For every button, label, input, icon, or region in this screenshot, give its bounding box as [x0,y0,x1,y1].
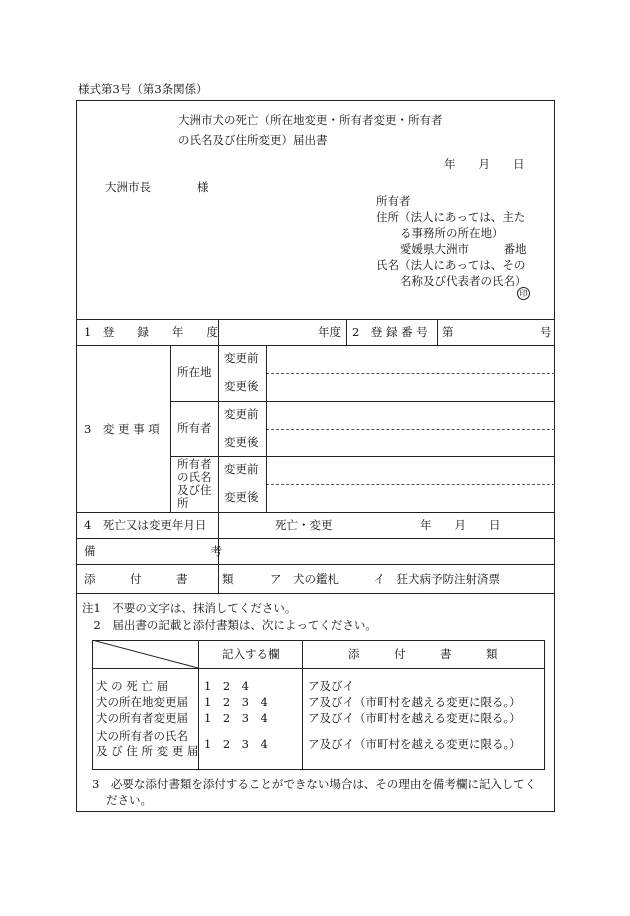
row-divider [76,512,555,513]
dashed-divider [266,429,555,430]
attachments-value: ア 犬の鑑札 イ 狂犬病予防注射済票 [270,572,500,586]
form-title-line1: 大洲市犬の死亡（所在地変更・所有者変更・所有者 [178,113,443,127]
inner-row-fields: 1 2 3 4 [204,711,268,725]
col-divider [346,319,347,345]
diagonal-line [92,640,199,669]
row-divider [170,456,555,457]
inner-row-name: 犬 の 死 亡 届 [96,679,169,693]
location-after: 変更後 [224,379,259,393]
reg-number-prefix: 第 [442,325,454,339]
registration-year-label: 1 登 録 年 度 [84,325,218,339]
dashed-divider [266,373,555,374]
inner-header-docs: 添 付 書 類 [348,647,498,661]
name-address-before: 変更前 [224,462,259,476]
addressee: 大洲市長 様 [105,180,209,194]
inner-row-docs: ア及びイ（市町村を越える変更に限る。） [308,711,521,725]
inner-row-name-line1: 犬の所有者の氏名 [96,729,188,743]
row-divider [76,564,555,565]
death-change-option[interactable]: 死亡・変更 [275,518,333,532]
death-date-label: 4 死亡又は変更年月日 [84,518,207,532]
name-address-label-3: 及び住 [177,483,212,497]
row-divider [170,401,555,402]
attachments-label: 添 付 書 類 [84,572,234,586]
row-divider [76,538,555,539]
note-1: 注1 不要の文字は、抹消してください。 [82,601,297,615]
reg-number-suffix: 号 [540,325,552,339]
owner-name-note: 名称及び代表者の氏名） [400,274,527,288]
owner-address-label: 住所（法人にあっては、主た [376,210,526,224]
reg-number-label: 2 登 録 番 号 [352,325,428,339]
col-divider [218,345,219,512]
inner-row-docs: ア及びイ（市町村を越える変更に限る。） [308,695,521,709]
note-3-line2: ださい。 [106,793,152,807]
inner-row-fields: 1 2 4 [204,679,249,693]
date-field[interactable]: 年 月 日 [444,157,525,171]
owner-address-note: る事務所の所在地） [400,226,504,240]
col-divider [266,345,267,512]
inner-row-docs: ア及びイ [308,679,354,693]
change-items-label: 3 変 更 事 項 [84,422,160,436]
inner-row-fields: 1 2 3 4 [204,737,268,751]
name-address-label-2: の氏名 [177,470,212,484]
row-divider [76,345,555,346]
seal-mark: 印 [517,287,530,300]
inner-row-fields: 1 2 3 4 [204,695,268,709]
name-address-after: 変更後 [224,490,259,504]
inner-row-name: 犬の所有者変更届 [96,711,188,725]
col-divider [437,319,438,345]
form-number: 様式第3号（第3条関係） [78,82,208,96]
col-divider [170,345,171,512]
name-address-label-1: 所有者 [177,457,212,471]
inner-row-name-line2: 及 び 住 所 変 更 届 [96,744,199,758]
inner-col-divider [302,640,303,769]
owner-address-value[interactable]: 愛媛県大洲市 番地 [400,242,527,256]
death-date-value[interactable]: 年 月 日 [420,518,501,532]
row-divider [76,319,555,320]
note-3-line1: 3 必要な添付書類を添付することができない場合は、その理由を備考欄に記入してく [92,777,537,791]
remarks-label: 備 考 [84,544,222,558]
name-address-label-4: 所 [177,496,189,510]
dashed-divider [266,484,555,485]
inner-row-name: 犬の所在地変更届 [96,695,188,709]
owner-before: 変更前 [224,407,259,421]
location-label: 所在地 [177,365,212,379]
owner-change-label: 所有者 [177,421,212,435]
owner-name-label: 氏名（法人にあっては、その [376,258,526,272]
form-title-line2: の氏名及び住所変更）届出書 [178,133,328,147]
owner-after: 変更後 [224,435,259,449]
inner-header-fields: 記入する欄 [222,647,280,661]
col-divider [218,319,219,345]
inner-row-docs: ア及びイ（市町村を越える変更に限る。） [308,737,521,751]
location-before: 変更前 [224,351,259,365]
row-divider [76,593,555,594]
year-suffix: 年度 [318,325,341,339]
note-2: 2 届出書の記載と添付書類は、次によってください。 [82,618,377,632]
owner-label: 所有者 [376,194,411,208]
